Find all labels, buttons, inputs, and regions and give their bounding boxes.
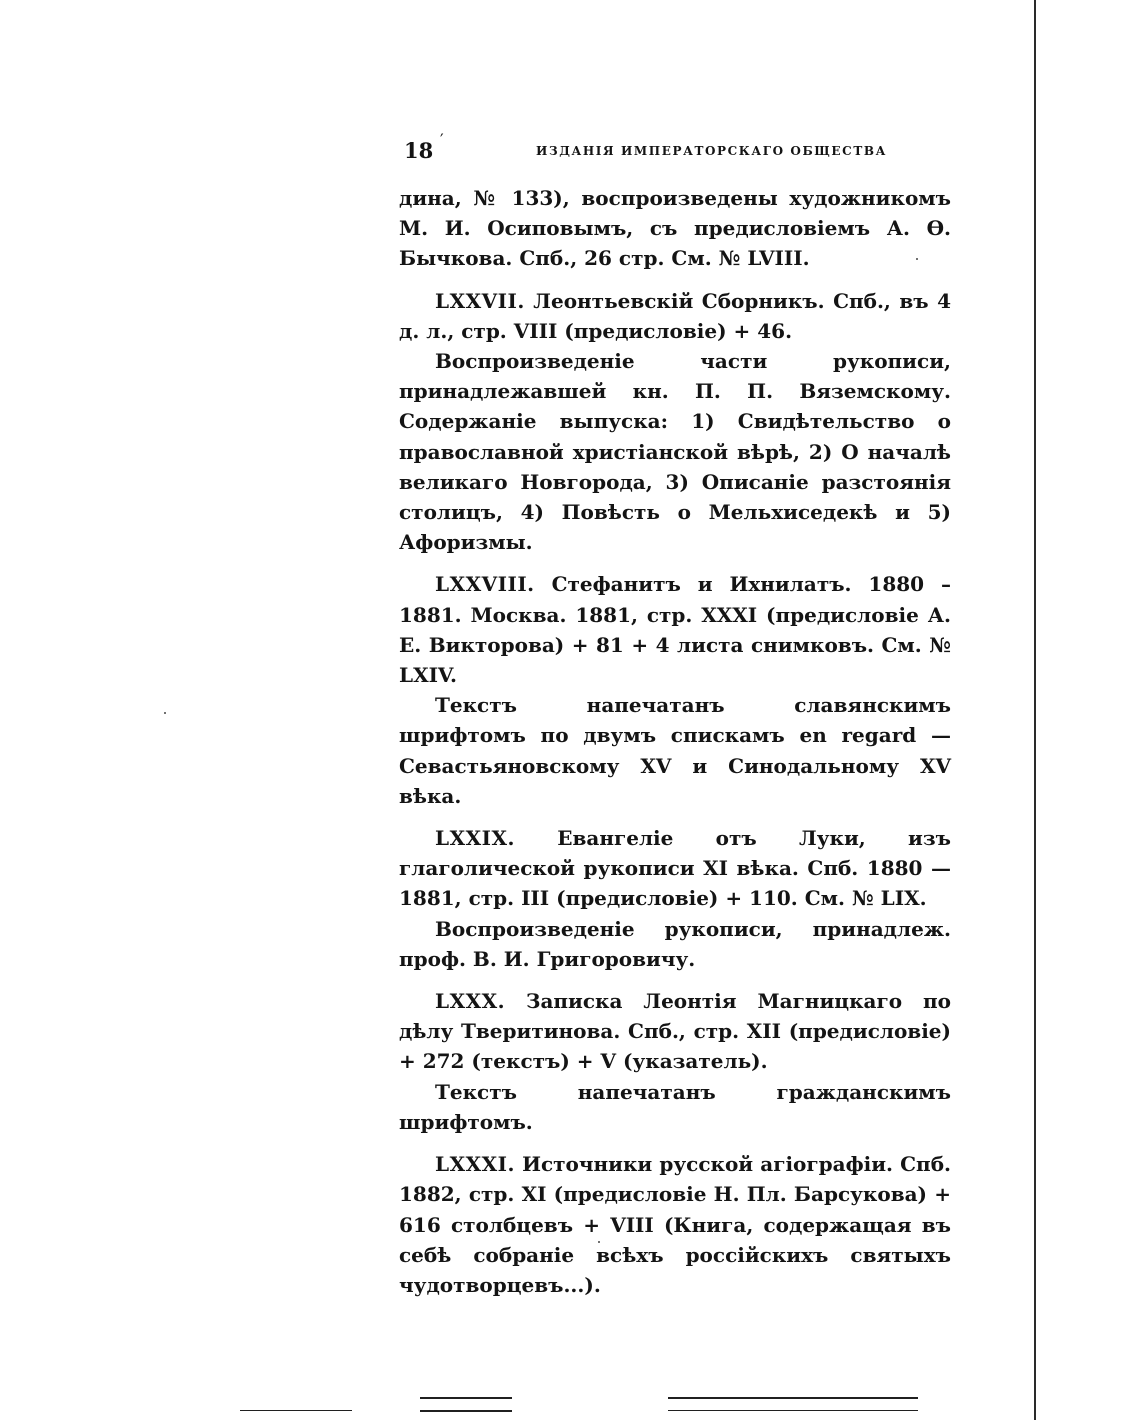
entry-lxxx [399,986,951,1137]
entry-title-text: Стефанитъ и Ихнилатъ. 1880 – 1881. Москва. 1881, стр. XXXI (предисловіе А. Е. Викторова) + 81 + 4 листа снимковъ. См. № LXIV. [399,572,952,688]
entry-lxxix [399,823,951,974]
entry-description: Текстъ напечатанъ гражданскимъ шрифтомъ. [399,1079,951,1134]
entry-numeral: LXXVII. [435,288,525,313]
entry-title-text: Записка Леонтія Магницкаго по дѣлу Тверитинова. Спб., стр. XII (предисловіе) + 272 (текстъ) + V (указатель). [399,989,951,1074]
entry-description: Текстъ напечатанъ славянскимъ шрифтомъ по двумъ спискамъ en regard — Севастьяновскому XV и Синодальному XV вѣка. [399,693,951,808]
bottom-rule [668,1410,918,1411]
tick-mark: ′ [440,130,444,149]
entry-title [399,1149,951,1300]
bottom-rule [240,1410,352,1411]
entry-numeral: LXXVIII. [435,572,535,597]
entry-title-text: Источники русской агіографіи. Спб. 1882, стр. XI (предисловіе Н. Пл. Барсукова) + 616 столбцевъ + VIII (Книга, содержащая въ себѣ собраніе всѣхъ россійскихъ святыхъ чудотворцевъ...). [399,1152,951,1297]
entry-title [399,823,951,914]
body-text [399,183,951,1300]
page-header [404,130,950,168]
entry-title-text: Леонтьевскій Сборникъ. Спб., въ 4 д. л., стр. VIII (предисловіе) + 46. [399,288,951,343]
page-number: 18 [404,138,434,163]
entry-continuation [399,183,951,274]
entry-title [399,286,951,346]
entry-title [399,569,951,690]
entry-title [399,986,951,1077]
page-edge-line [1034,0,1036,1420]
print-speck [916,258,918,260]
bottom-rule [668,1397,918,1399]
entry-numeral: LXXXI. [435,1152,515,1177]
print-speck [164,712,166,714]
running-head: ИЗДАНІЯ ИМПЕРАТОРСКАГО ОБЩЕСТВА [536,144,887,158]
continuation-text: дина, № 133), воспроизведены художникомъ М. И. Осиповымъ, съ предисловіемъ А. Ѳ. Бычкова. Спб., 26 стр. См. № LVIII. [399,186,951,271]
entry-title-text: Евангеліе отъ Луки, изъ глаголической рукописи XI вѣка. Спб. 1880 — 1881, стр. III (предисловіе) + 110. См. № LIX. [399,826,951,911]
entry-description: Воспроизведеніе рукописи, принадлеж. проф. В. И. Григоровичу. [399,916,951,971]
entry-lxxvii [399,286,951,558]
entry-lxxxi [399,1149,951,1300]
entry-lxxviii [399,569,951,811]
entry-numeral: LXXX. [435,989,506,1014]
bottom-rule [420,1410,512,1412]
entry-description: Воспроизведеніе части рукописи, принадлежавшей кн. П. П. Вяземскому. Содержаніе выпуска: 1) Свидѣтельство о православной христіанской вѣрѣ, 2) О началѣ великаго Новгорода, 3) Описаніе разстоянія столицъ, 4) Повѣсть о Мельхиседекѣ и 5) Афоризмы. [399,349,951,555]
entry-numeral: LXXIX. [435,826,515,851]
print-speck [598,1241,600,1243]
bottom-rule [420,1397,512,1399]
